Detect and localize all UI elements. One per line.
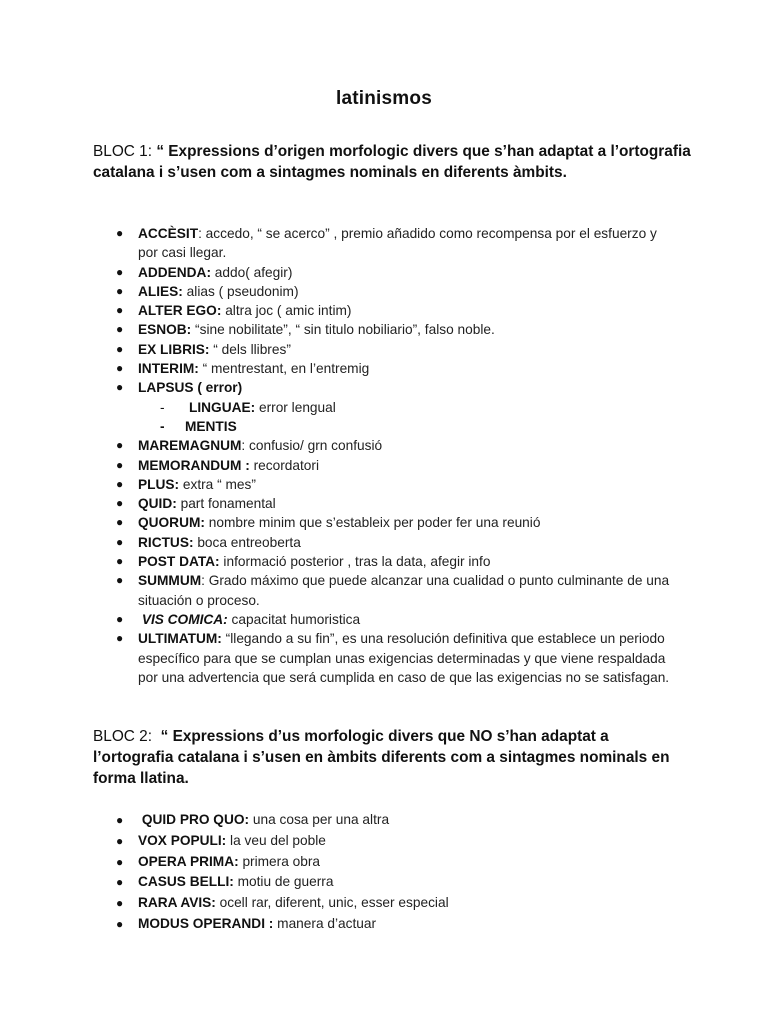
term: INTERIM: <box>138 361 199 377</box>
list-item <box>114 359 674 378</box>
bloc2-heading-text: “ Expressions d’us morfologic divers que NO s’han adaptat a l’ortografia catalana i s’usen en àmbits diferents com a sintagmes nominals en forma llatina. <box>93 728 670 787</box>
term: CASUS BELLI: <box>138 874 234 890</box>
bullet-icon: ● <box>116 226 124 240</box>
term: VOX POPULI: <box>138 832 227 848</box>
bullet-icon: ● <box>116 611 124 626</box>
list-item <box>114 610 674 629</box>
bullet-icon: ● <box>116 322 124 337</box>
bloc2-heading <box>93 726 693 789</box>
definition: altra joc ( amic intim) <box>221 303 352 319</box>
term: POST DATA: <box>138 554 220 570</box>
bullet-icon: ● <box>116 916 124 931</box>
page-title: latinismos <box>336 88 432 109</box>
list-item <box>114 340 674 359</box>
definition: motiu de guerra <box>233 874 334 890</box>
list-item <box>114 571 674 610</box>
bullet-icon: ● <box>116 515 124 530</box>
list-item <box>114 810 674 831</box>
definition: primera obra <box>238 853 321 869</box>
list-item <box>114 494 674 513</box>
definition: capacitat humoristica <box>227 611 361 627</box>
dash-marker: - <box>160 399 165 415</box>
definition: “ dels llibres” <box>209 341 291 357</box>
term: PLUS: <box>138 476 180 492</box>
list-item <box>114 872 674 893</box>
list-item <box>114 378 674 436</box>
definition: la veu del poble <box>226 832 326 848</box>
term: RARA AVIS: <box>138 895 216 911</box>
term: QUID PRO QUO: <box>141 812 250 827</box>
list-item <box>114 552 674 571</box>
dash-marker: - <box>160 418 165 434</box>
bullet-icon: ● <box>116 854 124 869</box>
definition: ocell rar, diferent, unic, esser especial <box>215 895 449 911</box>
sub-list-item <box>138 417 674 436</box>
bullet-icon: ● <box>116 554 124 569</box>
definition: “llegando a su fin”, es una resolución definitiva que establece un periodo específico para que se cumplan unas exigencias determinadas y que viene respaldada por una advertencia que será cumplida en caso de que las exigencias no se satisfagan. <box>138 631 670 685</box>
list-item <box>114 282 674 301</box>
term: LAPSUS ( error) <box>138 380 243 396</box>
definition: : Grado máximo que puede alcanzar una cualidad o punto culminante de una situación o proceso. <box>138 573 670 608</box>
list-item <box>114 320 674 339</box>
list-item <box>114 914 674 935</box>
bullet-icon: ● <box>116 361 124 376</box>
list-item <box>114 301 674 320</box>
definition: boca entreoberta <box>193 534 301 550</box>
term: ULTIMATUM: <box>138 631 222 647</box>
list-item <box>114 456 674 475</box>
definition: addo( afegir) <box>211 264 293 280</box>
term: QUID: <box>138 496 177 512</box>
term: RICTUS: <box>138 534 194 550</box>
bloc1-heading <box>93 141 693 183</box>
list-item <box>114 263 674 282</box>
definition: recordatori <box>249 457 320 473</box>
definition: una cosa per una altra <box>249 812 390 827</box>
bullet-icon: ● <box>116 476 124 491</box>
term: MEMORANDUM : <box>138 457 250 473</box>
definition: “sine nobilitate”, “ sin titulo nobiliario”, falso noble. <box>191 322 495 338</box>
definition: : accedo, “ se acerco” , premio añadido como recompensa por el esfuerzo y por casi llegar. <box>138 226 657 261</box>
bullet-icon: ● <box>116 631 124 646</box>
definition: part fonamental <box>176 496 276 512</box>
definition: informació posterior , tras la data, afegir info <box>219 554 491 570</box>
bullet-icon: ● <box>116 283 124 298</box>
bloc2-list <box>114 810 674 935</box>
list-item <box>114 831 674 852</box>
term: MAREMAGNUM <box>138 438 242 454</box>
term: ACCÈSIT <box>138 226 199 241</box>
definition: extra “ mes” <box>179 476 256 492</box>
list-item <box>114 513 674 532</box>
list-item <box>114 475 674 494</box>
bullet-icon: ● <box>116 438 124 453</box>
sub-list-item <box>138 398 674 417</box>
term: ALTER EGO: <box>138 303 222 319</box>
term: QUORUM: <box>138 515 205 531</box>
list-item <box>114 533 674 552</box>
bloc1-heading-text: “ Expressions d’origen morfologic divers que s’han adaptat a l’ortografia catalana i s’usen com a sintagmes nominals en diferents àmbits. <box>93 143 691 181</box>
bullet-icon: ● <box>116 813 124 827</box>
bullet-icon: ● <box>116 457 124 472</box>
bloc1-list <box>114 224 674 687</box>
list-item <box>114 224 674 263</box>
list-item <box>114 436 674 455</box>
definition: manera d’actuar <box>273 915 377 931</box>
bullet-icon: ● <box>116 534 124 549</box>
term: OPERA PRIMA: <box>138 853 239 869</box>
bullet-icon: ● <box>116 573 124 588</box>
definition: alias ( pseudonim) <box>182 283 299 299</box>
bullet-icon: ● <box>116 380 124 395</box>
bloc1-lead: BLOC 1: <box>93 143 153 160</box>
term: VIS COMICA: <box>141 611 228 627</box>
term: ALIES: <box>138 283 183 299</box>
bullet-icon: ● <box>116 341 124 356</box>
term: MODUS OPERANDI : <box>138 915 274 931</box>
term: SUMMUM <box>138 573 202 589</box>
term: LINGUAE: <box>189 399 256 415</box>
list-item <box>114 629 674 687</box>
bullet-icon: ● <box>116 496 124 511</box>
term: ESNOB: <box>138 322 192 338</box>
bullet-icon: ● <box>116 264 124 279</box>
term: EX LIBRIS: <box>138 341 210 357</box>
definition: “ mentrestant, en l’entremig <box>198 361 370 377</box>
term: MENTIS <box>185 418 237 434</box>
definition: error lengual <box>255 399 336 415</box>
definition: : confusio/ grn confusió <box>241 438 383 454</box>
definition: nombre minim que s’estableix per poder fer una reunió <box>204 515 541 531</box>
bloc2-lead: BLOC 2: <box>93 728 153 745</box>
list-item <box>114 893 674 914</box>
bullet-icon: ● <box>116 303 124 318</box>
lapsus-sublist <box>138 398 674 437</box>
term: ADDENDA: <box>138 264 211 280</box>
bullet-icon: ● <box>116 875 124 890</box>
list-item <box>114 852 674 873</box>
bullet-icon: ● <box>116 896 124 911</box>
bullet-icon: ● <box>116 833 124 848</box>
